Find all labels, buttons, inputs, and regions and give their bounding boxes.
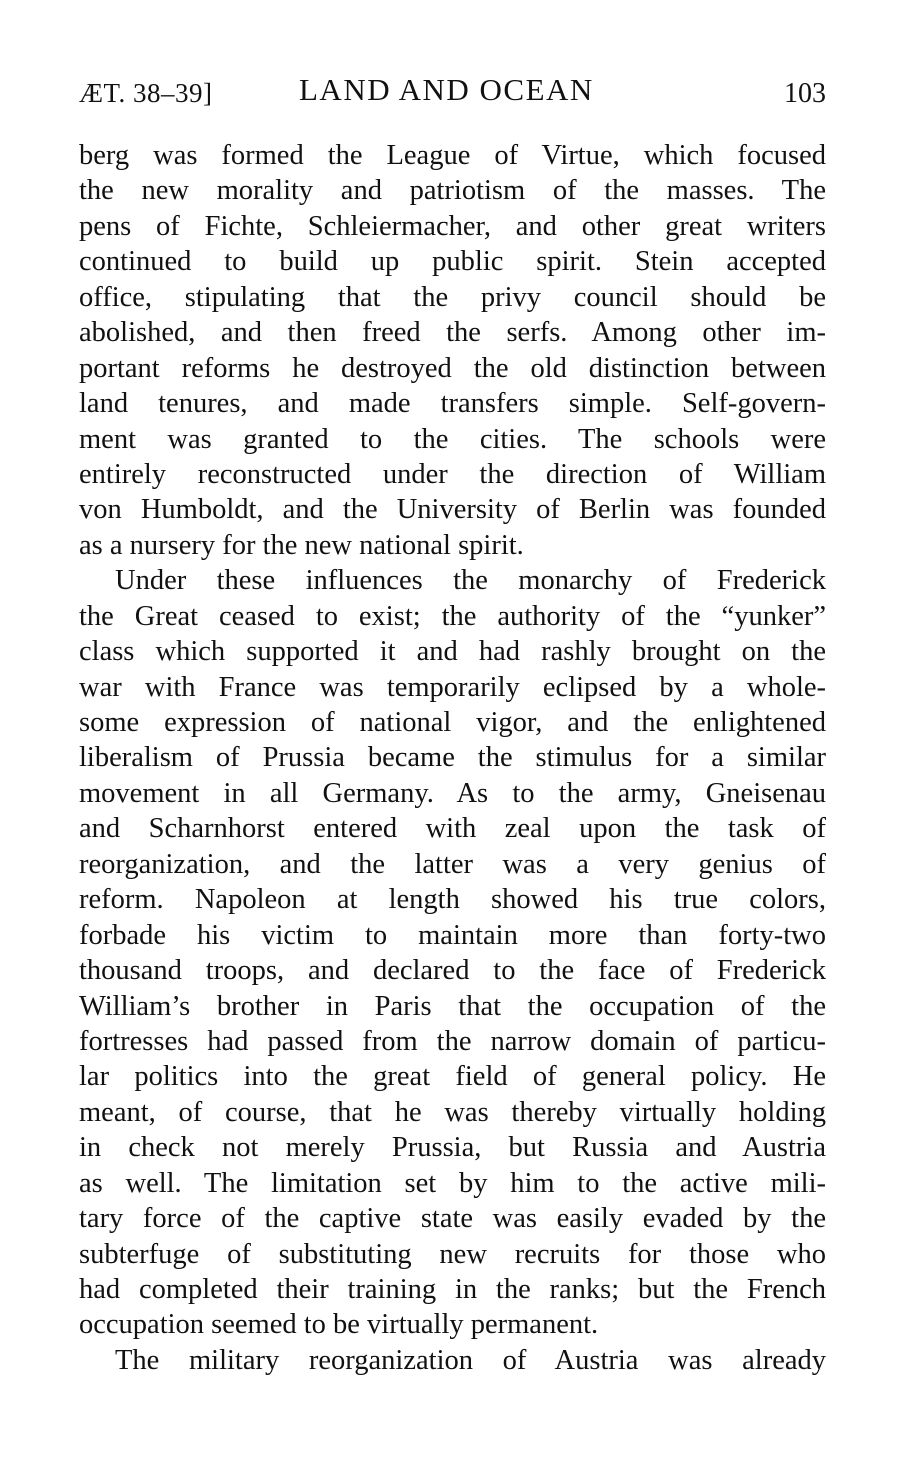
text-line: William’s brother in Paris that the occupation of the — [79, 990, 826, 1022]
text-line: subterfuge of substituting new recruits for those who — [79, 1238, 826, 1270]
text-line: and Scharnhorst entered with zeal upon the task of — [79, 813, 826, 845]
text-line: reform. Napoleon at length showed his true colors, — [79, 884, 826, 916]
text-line: class which supported it and had rashly brought on the — [79, 636, 826, 668]
text-line: the new morality and patriotism of the masses. The — [79, 175, 826, 207]
text-line: lar politics into the great field of general policy. He — [79, 1061, 826, 1093]
text-line: reorganization, and the latter was a very genius of — [79, 848, 826, 880]
text-line: liberalism of Prussia became the stimulus for a similar — [79, 742, 826, 774]
text-line: had completed their training in the ranks; but the French — [79, 1274, 826, 1305]
text-line: meant, of course, that he was thereby virtually holding — [79, 1096, 826, 1128]
text-line: tary force of the captive state was easily evaded by the — [79, 1203, 826, 1235]
text-line: war with France was temporarily eclipsed by a whole- — [79, 671, 826, 703]
text-line: land tenures, and made transfers simple. Self-govern- — [79, 388, 826, 420]
body-text — [79, 138, 826, 1378]
text-line: forbade his victim to maintain more than forty-two — [79, 919, 826, 951]
text-line: fortresses had passed from the narrow domain of particu- — [79, 1025, 826, 1057]
text-line: pens of Fichte, Schleiermacher, and other great writers — [79, 210, 826, 242]
text-line: The military reorganization of Austria was already — [115, 1344, 826, 1376]
running-head-title: LAND AND OCEAN — [299, 72, 594, 107]
text-line: von Humboldt, and the University of Berlin was founded — [79, 494, 826, 526]
text-line: continued to build up public spirit. Stein accepted — [79, 246, 826, 278]
text-line: some expression of national vigor, and the enlightened — [79, 707, 826, 738]
text-line: entirely reconstructed under the direction of William — [79, 458, 826, 490]
text-line: office, stipulating that the privy council should be — [79, 281, 826, 313]
running-head — [79, 72, 826, 116]
text-line: as a nursery for the new national spirit. — [79, 529, 524, 561]
text-line: the Great ceased to exist; the authority of the “yunker” — [79, 600, 826, 632]
text-line: Under these influences the monarchy of Frederick — [115, 565, 826, 597]
text-line: as well. The limitation set by him to the active mili- — [79, 1167, 826, 1199]
running-head-left: ÆT. 38–39] — [79, 78, 213, 108]
text-line: berg was formed the League of Virtue, which focused — [79, 140, 826, 171]
page-number: 103 — [784, 78, 826, 109]
text-line: occupation seemed to be virtually permanent. — [79, 1309, 599, 1341]
text-line: movement in all Germany. As to the army, Gneisenau — [79, 777, 826, 809]
text-line: in check not merely Prussia, but Russia and Austria — [79, 1132, 826, 1164]
text-line: thousand troops, and declared to the face of Frederick — [79, 955, 826, 987]
text-line: ment was granted to the cities. The schools were — [79, 423, 826, 455]
text-line: abolished, and then freed the serfs. Among other im- — [79, 317, 826, 349]
text-line: portant reforms he destroyed the old distinction between — [79, 352, 826, 384]
